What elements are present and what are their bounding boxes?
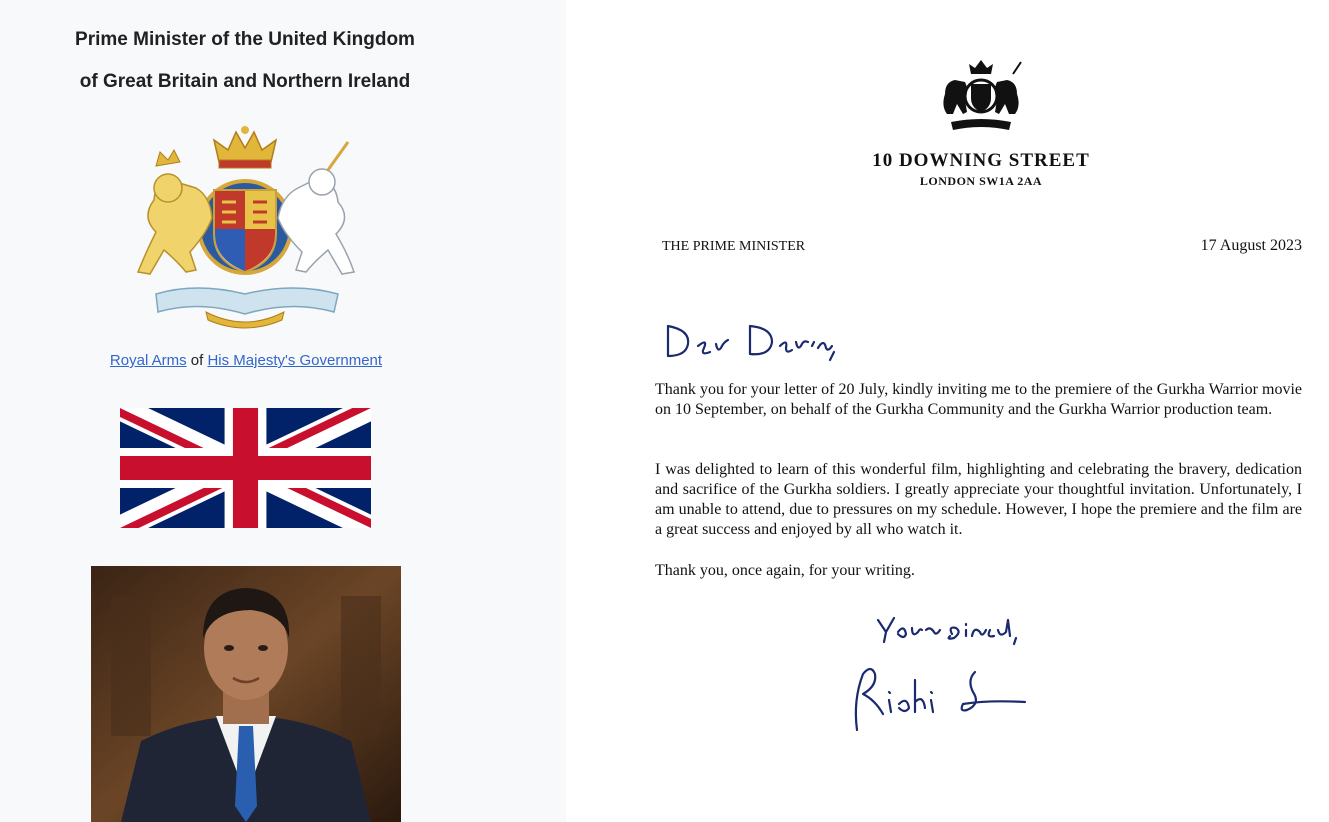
- union-flag-image: [120, 408, 371, 528]
- letter-page: [566, 0, 1329, 822]
- royal-arms-emblem: [937, 58, 1025, 136]
- government-link[interactable]: His Majesty's Government: [207, 352, 383, 369]
- address-line: 10 DOWNING STREET: [872, 150, 1090, 171]
- handwritten-signature: [849, 660, 1029, 736]
- address-city: LONDON SW1A 2AA: [919, 174, 1043, 188]
- royal-arms-link[interactable]: Royal Arms: [109, 352, 187, 369]
- letter-paragraph-1: Thank you for your letter of 20 July, kindly inviting me to the premiere of the Gurkha Warrior movie on 10 September, on behalf of the Gurkha Community and the Gurkha Warrior production team.: [655, 381, 1302, 418]
- letter-date: 17 August 2023: [1200, 237, 1302, 254]
- arms-caption: [0, 352, 492, 369]
- panel-title-line1: Prime Minister of the United Kingdom: [75, 29, 415, 50]
- handwritten-closing: [876, 612, 1026, 646]
- handwritten-salutation: [664, 316, 839, 364]
- panel-title-line2: of Great Britain and Northern Ireland: [79, 71, 411, 92]
- caption-connector: of: [190, 352, 204, 369]
- sender-label: THE PRIME MINISTER: [662, 239, 806, 254]
- info-panel: [0, 0, 566, 822]
- letter-paragraph-2: I was delighted to learn of this wonderful film, highlighting and celebrating the bravery, dedication and sacrifice of the Gurkha soldiers. I greatly appreciate your thoughtful invitation. Unfortunately, I am unable to attend, due to pressures on my schedule. However, I hope the premiere and the film are a great success and enjoyed by all who watch it.: [655, 461, 1302, 538]
- letter-paragraph-3: Thank you, once again, for your writing.: [655, 562, 915, 579]
- prime-minister-portrait: [91, 566, 401, 822]
- royal-arms-image: [116, 122, 374, 332]
